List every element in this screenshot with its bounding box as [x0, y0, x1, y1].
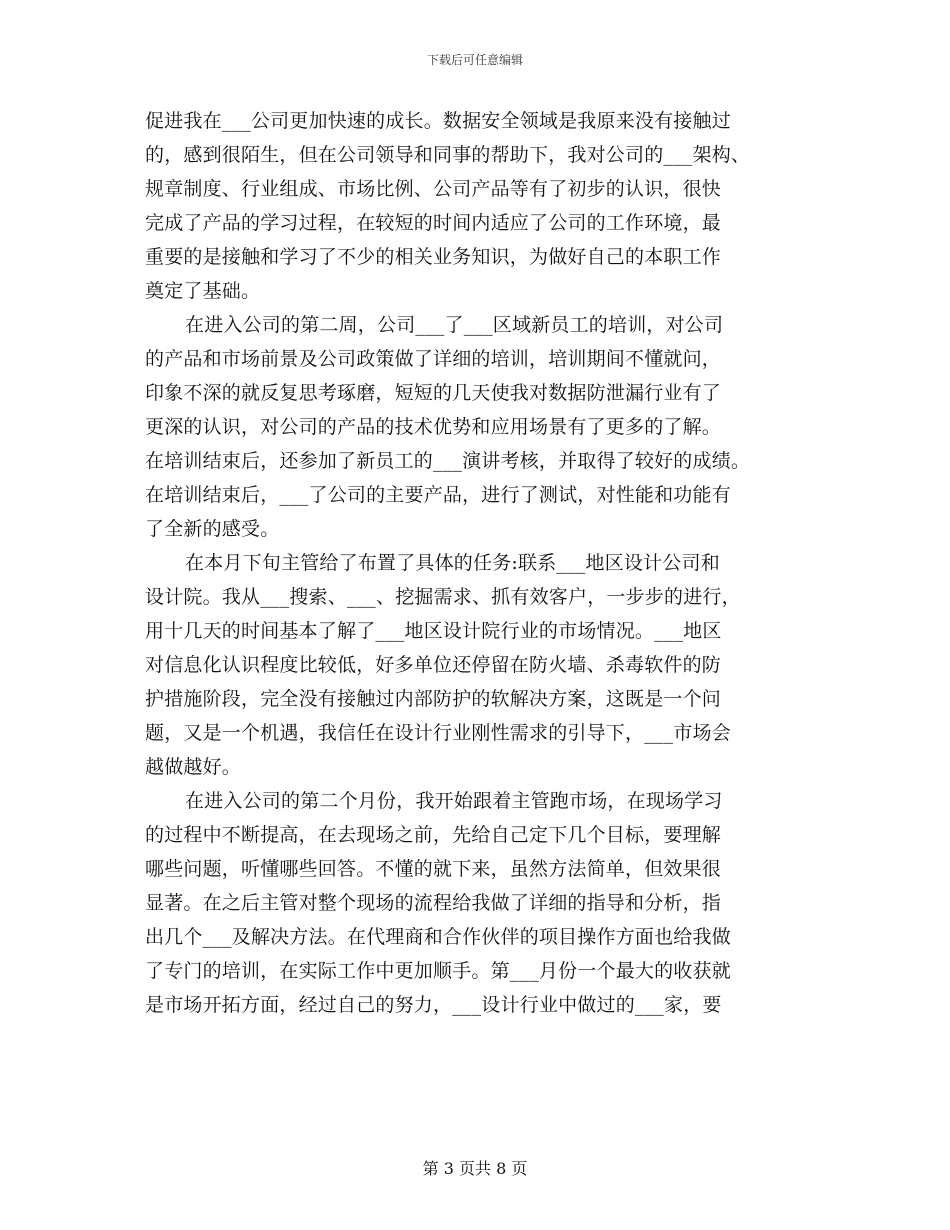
text-line: 了全新的感受。 [145, 518, 280, 540]
text-line: 护措施阶段，完全没有接触过内部防护的软解决方案，这既是一个问 [145, 688, 722, 710]
text-line: 完成了产品的学习过程，在较短的时间内适应了公司的工作环境，最 [145, 212, 722, 234]
text-line: 奠定了基础。 [145, 280, 261, 302]
text-line: 在培训结束后，还参加了新员工的___演讲考核，并取得了较好的成绩。 [145, 450, 751, 472]
text-line: 用十几天的时间基本了解了___地区设计院行业的市场情况。___地区 [145, 620, 722, 642]
text-line: 在进入公司的第二个月份，我开始跟着主管跑市场，在现场学习 [185, 790, 723, 812]
page-header: 下载后可任意编辑 [426, 53, 523, 67]
text-line: 在进入公司的第二周，公司___了___区域新员工的培训，对公司 [185, 314, 724, 336]
text-line: 的，感到很陌生，但在公司领导和同事的帮助下，我对公司的___架构、 [145, 144, 751, 166]
text-line: 出几个___及解决方法。在代理商和合作伙伴的项目操作方面也给我做 [145, 926, 731, 948]
text-line: 在本月下旬主管给了布置了具体的任务:联系___地区设计公司和 [185, 552, 720, 574]
text-line: 了专门的培训，在实际工作中更加顺手。第___月份一个最大的收获就 [145, 960, 731, 982]
text-line: 在培训结束后，___了公司的主要产品，进行了测试，对性能和功能有 [145, 484, 731, 506]
text-line: 对信息化认识程度比较低，好多单位还停留在防火墙、杀毒软件的防 [145, 654, 722, 676]
text-line: 促进我在___公司更加快速的成长。数据安全领域是我原来没有接触过 [145, 110, 731, 132]
text-line: 规章制度、行业组成、市场比例、公司产品等有了初步的认识，很快 [145, 178, 722, 200]
text-line: 设计院。我从___搜索、___、挖掘需求、抓有效客户，一步步的进行， [145, 586, 741, 608]
body-text [145, 104, 825, 1022]
page-footer: 第 3 页共 8 页 [422, 1159, 528, 1178]
text-line: 的过程中不断提高，在去现场之前，先给自己定下几个目标，要理解 [145, 824, 722, 846]
text-line: 哪些问题，听懂哪些回答。不懂的就下来，虽然方法简单，但效果很 [145, 858, 722, 880]
text-line: 更深的认识，对公司的产品的技术优势和应用场景有了更多的了解。 [145, 416, 722, 438]
text-line: 的产品和市场前景及公司政策做了详细的培训，培训期间不懂就问， [145, 348, 722, 370]
text-line: 重要的是接触和学习了不少的相关业务知识，为做好自己的本职工作 [145, 246, 722, 268]
text-line: 题，又是一个机遇，我信任在设计行业刚性需求的引导下，___市场会 [145, 722, 731, 744]
text-line: 是市场开拓方面，经过自己的努力，___设计行业中做过的___家，要 [145, 994, 722, 1016]
text-line: 显著。在之后主管对整个现场的流程给我做了详细的指导和分析，指 [145, 892, 722, 914]
text-line: 印象不深的就反复思考琢磨，短短的几天使我对数据防泄漏行业有了 [145, 382, 722, 404]
text-line: 越做越好。 [145, 756, 242, 778]
